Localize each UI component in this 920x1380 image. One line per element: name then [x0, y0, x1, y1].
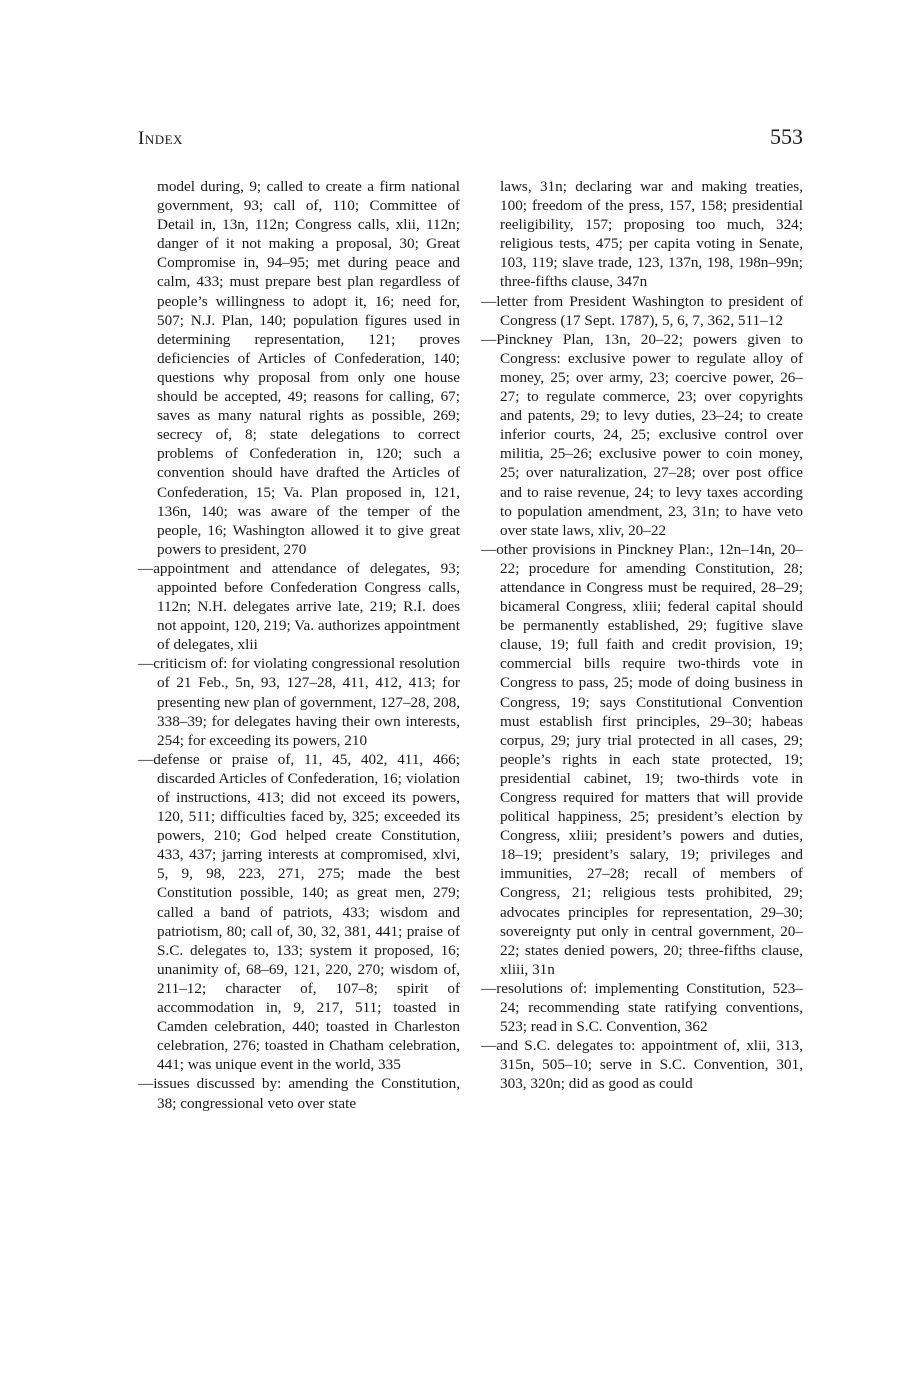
running-head [138, 124, 803, 158]
page-number: 553 [770, 124, 803, 149]
index-subentry: —criticism of: for violating congressional resolution of 21 Feb., 5n, 93, 127–28, 411, 412, 413; for presenting new plan of government, 127–28, 208, 338–39; for delegates having their own interests, 254; for exceeding its powers, 210 [138, 655, 460, 749]
running-head-title: Index [138, 128, 183, 149]
index-entry-continuation: laws, 31n; declaring war and making treaties, 100; freedom of the press, 157, 158; presidential reeligibility, 157; proposing too much, 324; religious tests, 475; per capita voting in Senate, 103, 119; slave trade, 123, 137n, 198, 198n–99n; three-fifths clause, 347n [500, 178, 803, 291]
index-subentry: —letter from President Washington to president of Congress (17 Sept. 1787), 5, 6, 7, 362, 511–12 [481, 292, 803, 329]
index-subentry: —defense or praise of, 11, 45, 402, 411, 466; discarded Articles of Confederation, 16; violation of instructions, 413; did not exceed its powers, 120, 511; difficulties faced by, 325; exceeded its powers, 210; God helped create Constitution, 433, 437; jarring interests at compromised, xlvi, 5, 9, 98, 223, 271, 275; made the best Constitution possible, 140; as great men, 279; called a band of patriots, 433; wisdom and patriotism, 80; call of, 30, 32, 381, 441; praise of S.C. delegates to, 133; system it proposed, 16; unanimity of, 68–69, 121, 220, 270; wisdom of, 211–12; character of, 107–8; spirit of accommodation in, 9, 217, 511; toasted in Camden celebration, 440; toasted in Charleston celebration, 276; toasted in Chatham celebration, 441; was unique event in the world, 335 [138, 750, 460, 1074]
index-subentry: —issues discussed by: amending the Constitution, 38; congressional veto over state [138, 1075, 460, 1112]
index-subentry: —Pinckney Plan, 13n, 20–22; powers given to Congress: exclusive power to regulate alloy of money, 25; over army, 23; coercive power, 26–27; to regulate commerce, 23; over copyrights and patents, 29; to levy duties, 23–24; to create inferior courts, 24, 25; exclusive control over militia, 25–26; exclusive power to coin money, 25; over naturalization, 27–28; over post office and to raise revenue, 24; to levy taxes according to population amendment, 23, 31n; to have veto over state laws, xliv, 20–22 [481, 330, 803, 539]
index-subentry: —resolutions of: implementing Constitution, 523–24; recommending state ratifying conventions, 523; read in S.C. Convention, 362 [481, 979, 803, 1036]
left-column [138, 177, 460, 1113]
index-subentry: —other provisions in Pinckney Plan:, 12n–14n, 20–22; procedure for amending Constitution, 28; attendance in Congress must be required, 28–29; bicameral Congress, xliii; federal capital should be permanently established, 29; fugitive slave clause, 19; full faith and credit provision, 19; commercial bills require two-thirds vote in Congress to pass, 25; mode of doing business in Congress, 19; says Constitutional Convention must establish first principles, 29–30; habeas corpus, 29; jury trial protected in all cases, 29; people’s rights in each state protected, 19; presidential cabinet, 19; two-thirds vote in Congress required for matters that will provide political happiness, 25; president’s election by Congress, xliii; president’s powers and duties, 18–19; president’s salary, 19; privileges and immunities, 27–28; recall of members of Congress, 21; religious tests prohibited, 29; advocates principles for representation, 29–30; sovereignty put only in central government, 20–22; states denied powers, 20; three-fifths clause, xliii, 31n [481, 540, 803, 978]
index-subentry: —and S.C. delegates to: appointment of, xlii, 313, 315n, 505–10; serve in S.C. Convention, 301, 303, 320n; did as good as could [481, 1037, 803, 1093]
right-column [481, 177, 803, 1094]
index-subentry: —appointment and attendance of delegates, 93; appointed before Confederation Congress calls, 112n; N.H. delegates arrive late, 219; R.I. does not appoint, 120, 219; Va. authorizes appointment of delegates, xlii [138, 559, 460, 654]
index-entry-continuation: model during, 9; called to create a firm national government, 93; call of, 110; Committee of Detail in, 13n, 112n; Congress calls, xlii, 112n; danger of it not making a proposal, 30; Great Compromise in, 94–95; met during peace and calm, 433; must prepare best plan regardless of people’s willingness to adopt it, 16; need for, 507; N.J. Plan, 140; population figures used in determining representation, 121; proves deficiencies of Articles of Confederation, 140; questions why proposal from only one house should be accepted, 49; reasons for calling, 67; saves as many natural rights as possible, 269; secrecy of, 8; state delegations to correct problems of Confederation in, 120; such a convention should have drafted the Articles of Confederation, 15; Va. Plan proposed in, 121, 136n, 140; was aware of the temper of the people, 16; Washington allowed it to give great powers to president, 270 [157, 178, 460, 558]
